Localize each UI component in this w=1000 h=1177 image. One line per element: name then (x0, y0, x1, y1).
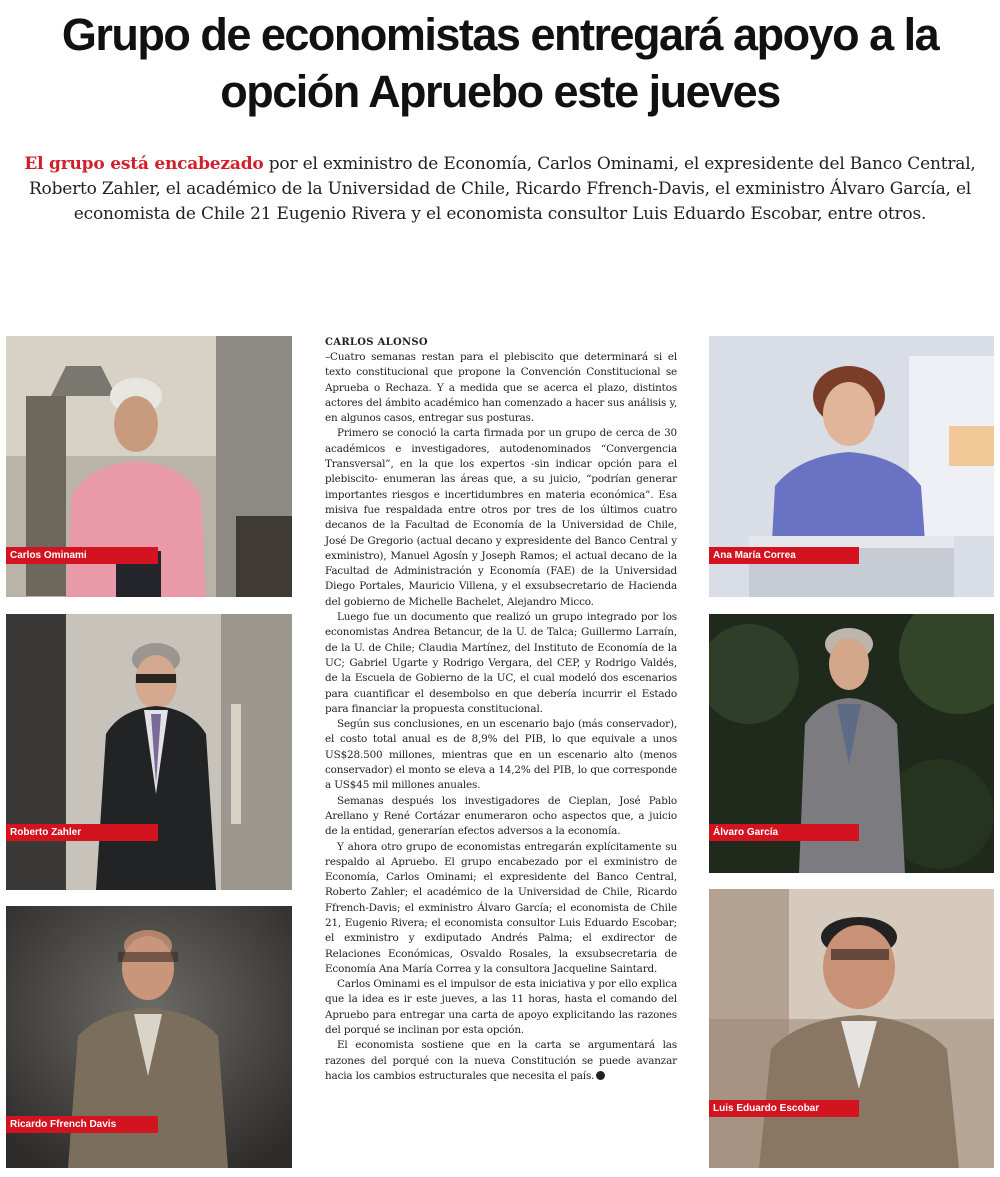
photo-alvaro-garcia (709, 614, 994, 873)
portrait-image (709, 889, 994, 1168)
headline-line-2: opción Apruebo este jueves (220, 66, 780, 117)
article-paragraph: Primero se conoció la carta firmada por un grupo de cerca de 30 académicos e investigadores, autodenominados “Convergencia Transversal”, en la que los expertos -sin indicar opción para el plebiscito- enumeran las áreas que, a su juicio, “podrían generar importantes riesgos e incertidumbres en materia económica”. Esa misiva fue respaldada entre otros por tres de los últimos cuatro decanos de la Facultad de Economía de la Universidad de Chile, José De Gregorio (actual decano y expresidente del Banco Central y exministro), Manuel Agosín y Joseph Ramos; el actual decano de la Facultad de Administración y Economía (FAE) de la Universidad Diego Portales, Mauricio Villena, y el exsubsecretario de Hacienda del gobierno de Michelle Bachelet, Alejandro Micco. (325, 427, 677, 608)
article-last-paragraph (325, 1038, 677, 1084)
headline-line-1: Grupo de economistas entregará apoyo a la (61, 9, 939, 60)
article-paragraph: –Cuatro semanas restan para el plebiscito que determinará si el texto constitucional que propone la Convención Constitucional se Aprueba o Rechaza. Y a medida que se acerca el plazo, distintos actores del ámbito académico han comenzado a hacer sus análisis y, en algunos casos, entregar sus posturas. (325, 351, 677, 425)
end-of-article-icon (596, 1071, 605, 1080)
article-paragraph: Según sus conclusiones, en un escenario bajo (más conservador), el costo total anual es de 8,9% del PIB, lo que equivale a unos US$28.500 millones, mientras que en un escenario alto (menos conservador) el monto se eleva a 14,2% del PIB, lo que corresponde a US$45 mil millones anuales. (325, 718, 677, 792)
lead-text: por el exministro de Economía, Carlos Ominami, el expresidente del Banco Central, Roberto Zahler, el académico de la Universidad de Chile, Ricardo Ffrench-Davis, el exministro Álvaro García, el economista de Chile 21 Eugenio Rivera y el economista consultor Luis Eduardo Escobar, entre otros. (28, 154, 976, 224)
photo-caption: Roberto Zahler (6, 824, 158, 841)
article-paragraph: Semanas después los investigadores de Cieplan, José Pablo Arellano y René Cortázar enumeraron ocho aspectos que, a juicio de la entidad, generarían efectos adversos a la economía. (325, 794, 677, 838)
article-paragraph: Luego fue un documento que realizó un grupo integrado por los economistas Andrea Betancur, de la U. de Talca; Guillermo Larraín, de la U. de Chile; Claudia Martínez, del Instituto de Economía de la UC; Gabriel Ugarte y Rodrigo Vergara, del CEP, y Rodrigo Valdés, de la Escuela de Gobierno de la UC, el cual modeló dos escenarios para cuantificar el desembolso en que debería incurrir el Estado para financiar la propuesta constitucional. (325, 611, 677, 715)
photo-ana-maria-correa (709, 336, 994, 597)
photo-luis-eduardo-escobar (709, 889, 994, 1168)
photo-caption: Ana María Correa (709, 547, 859, 564)
photo-carlos-ominami (6, 336, 292, 597)
article-paragraph: Y ahora otro grupo de economistas entregarán explícitamente su respaldo al Apruebo. El grupo encabezado por el exministro de Economía, Carlos Ominami; el expresidente del Banco Central, Roberto Zahler; el académico de la Universidad de Chile, Ricardo Ffrench-Davis; el exministro Álvaro García; el economista de Chile 21, Eugenio Rivera; el economista consultor Luis Eduardo Escobar; el exministro y exdiputado Andrés Palma; el exdirector de Relaciones Económicas, Osvaldo Rosales, la exsubsecretaria de Economía Ana María Correa y la consultora Jacqueline Saintard. (325, 840, 677, 975)
article-body (325, 336, 677, 1084)
article-paragraph: Carlos Ominami es el impulsor de esta iniciativa y por ello explica que la idea es ir este jueves, a las 11 horas, hasta el comando del Apruebo para entregar una carta de apoyo explicitando las razones del porqué se inclinan por esta opción. (325, 978, 677, 1037)
photo-caption: Luis Eduardo Escobar (709, 1100, 859, 1117)
lead-paragraph (6, 152, 994, 227)
lead-kicker: El grupo está encabezado (24, 154, 264, 174)
photo-roberto-zahler (6, 614, 292, 890)
byline: CARLOS ALONSO (325, 337, 428, 348)
photo-caption: Álvaro García (709, 824, 859, 841)
article-paragraph-text: El economista sostiene que en la carta se argumentará las razones del porqué con la nueva Constitución se puede avanzar hacia los cambios estructurales que necesita el país. (325, 1039, 677, 1082)
headline (0, 6, 1000, 120)
portrait-image (6, 614, 292, 890)
photo-caption: Ricardo Ffrench Davis (6, 1116, 158, 1133)
photo-ricardo-ffrench-davis (6, 906, 292, 1168)
photo-caption: Carlos Ominami (6, 547, 158, 564)
